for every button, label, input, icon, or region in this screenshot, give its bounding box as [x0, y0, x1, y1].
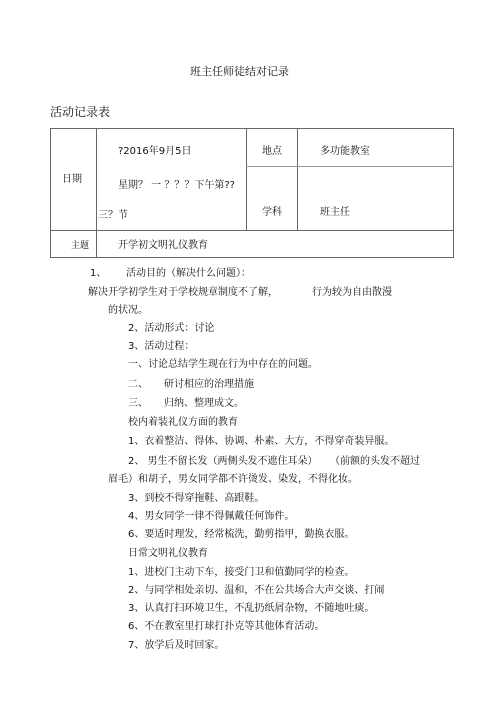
dress-rule-2c: 眉毛）和胡子，男女同学都不许烫发、染发，不得化妆。	[108, 474, 358, 485]
daily-rule-2: 2、与同学相处亲切、温和，不在公共场合大声交谈、打闹	[128, 585, 385, 596]
table-border-right	[453, 128, 454, 258]
location-value: 多功能教室	[320, 146, 370, 157]
date-value: ?2016年9月5日	[118, 146, 192, 157]
date-label: 日期	[62, 174, 82, 185]
daily-rule-7: 7、放学后及时回家。	[128, 640, 225, 651]
weekday-value: 星期？ 一 ？？？下午第??	[118, 180, 235, 191]
topic-label: 主题	[71, 241, 90, 251]
topic-value: 开学初文明礼仪教育	[118, 240, 208, 251]
dress-rule-1: 1、衣着整洁、得体、协调、朴素、大方，不得穿奇装异服。	[128, 436, 395, 447]
table-divider-label-col	[96, 128, 97, 258]
item-1-heading: 活动目的（解决什么问题）：	[126, 268, 251, 279]
subject-value: 班主任	[320, 207, 350, 218]
item-1-desc-c: 的状况。	[108, 305, 148, 316]
step-2-number: 二、	[128, 379, 148, 390]
item-3: 3、活动过程：	[128, 341, 195, 352]
table-border-bottom	[50, 257, 454, 258]
dress-section-title: 校内着装礼仪方面的教育	[128, 417, 238, 428]
daily-rule-1: 1、进校门主动下车，接受门卫和值勤同学的检查。	[128, 567, 355, 578]
step-3-number: 三、	[128, 398, 148, 409]
item-1-number: 1、	[90, 268, 107, 279]
item-1-desc-b: 行为较为自由散漫	[312, 287, 392, 298]
dress-rule-2b: （前额的头发不超过	[330, 456, 420, 467]
dress-rule-3: 3、到校不得穿拖鞋、高跟鞋。	[128, 493, 265, 504]
dress-rule-2a: 2、 男生不留长发（两侧头发不遮住耳朵）	[128, 456, 318, 467]
dress-rule-4: 4、男女同学一律不得佩戴任何饰件。	[128, 511, 295, 522]
step-2-text: 研讨相应的治理措施	[164, 379, 254, 390]
page-title: 班主任师徒结对记录	[190, 65, 289, 78]
item-2: 2、活动形式：讨论	[128, 323, 215, 334]
table-border-top	[50, 128, 454, 129]
step-1: 一、讨论总结学生现在行为中存在的问题。	[128, 359, 318, 370]
step-3-text: 归纳、整理成文。	[164, 398, 244, 409]
subject-label: 学科	[262, 207, 282, 218]
daily-rule-6: 6、不在教室里打球打扑克等其他体育活动。	[128, 621, 325, 632]
dress-rule-6: 6、要适时理发，经常梳洗，勤剪指甲，勤换衣服。	[128, 529, 355, 540]
section-subtitle: 活动记录表	[50, 105, 111, 119]
daily-section-title: 日常文明礼仪教育	[128, 548, 208, 559]
table-divider-mid-col	[246, 128, 247, 230]
activity-record-table	[50, 128, 454, 258]
table-divider-right-col	[297, 128, 298, 230]
item-1-desc-a: 解决开学初学生对于学校规章制度不了解，	[88, 287, 278, 298]
period-value: 三？节	[98, 210, 128, 221]
table-divider-right-row	[246, 166, 454, 167]
table-divider-topic-row	[50, 230, 454, 231]
location-label: 地点	[262, 146, 282, 157]
daily-rule-3: 3、认真打扫环境卫生，不乱扔纸屑杂物，不随地吐痰。	[128, 603, 375, 614]
table-border-left	[50, 128, 51, 258]
